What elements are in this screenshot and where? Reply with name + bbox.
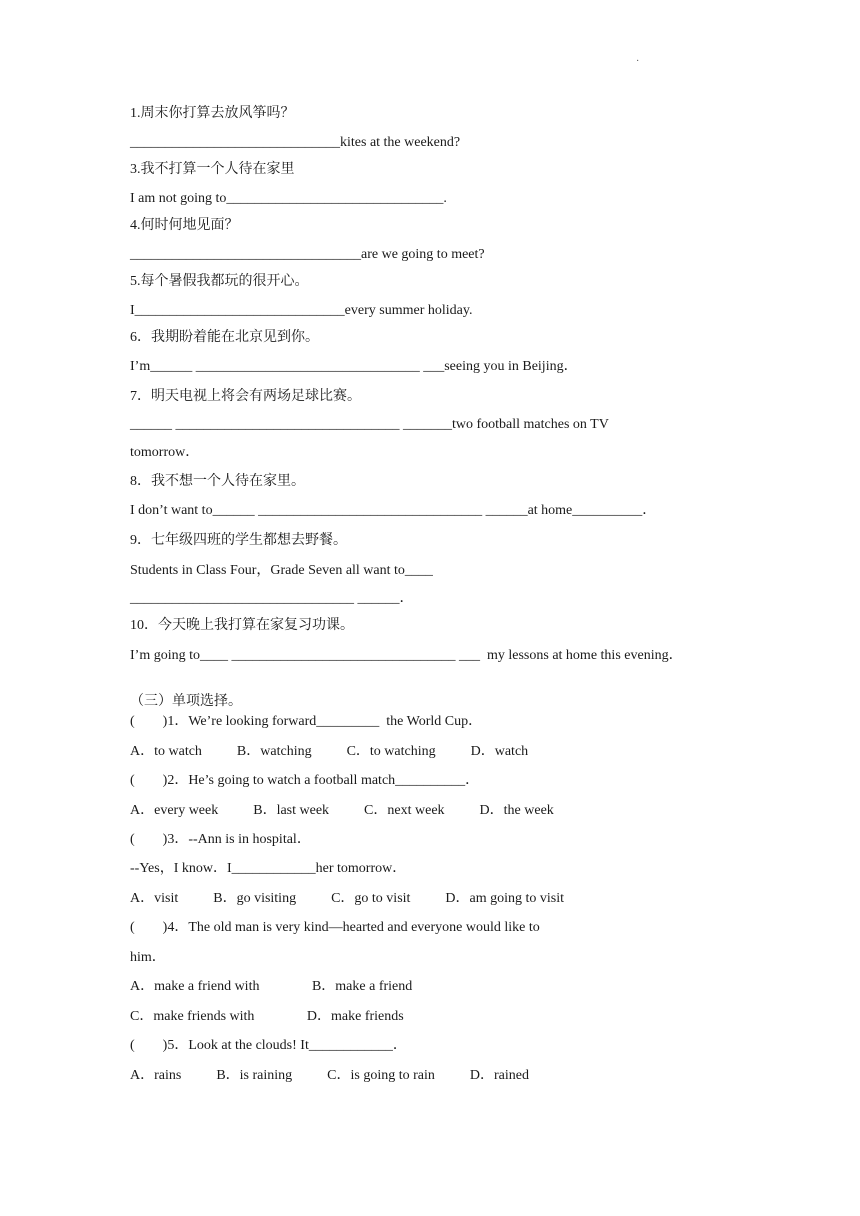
- mc-question-2: ( )2．He’s going to watch a football match__________．: [130, 773, 480, 788]
- mc-question-4: ( )4．The old man is very kind—hearted and everyone would like to: [130, 920, 540, 935]
- question-3-english: I am not going to_______________________________.: [130, 191, 447, 206]
- question-7-english: ______ ________________________________ _______two football matches on TV: [130, 417, 609, 432]
- question-8-chinese: 8．我不想一个人待在家里。: [130, 474, 305, 489]
- mc-options-1: A．to watch B．watching C．to watching D．watch: [130, 744, 529, 759]
- corner-mark: ·: [636, 56, 640, 67]
- mc-options-3: A．visit B．go visiting C．go to visit D．am going to visit: [130, 891, 565, 906]
- question-9-english-cont: ________________________________ ______．: [130, 591, 414, 606]
- question-7-chinese: 7．明天电视上将会有两场足球比赛。: [130, 389, 361, 404]
- mc-question-1: ( )1．We’re looking forward_________ the World Cup．: [130, 714, 483, 729]
- mc-question-3: ( )3．--Ann is in hospital．: [130, 832, 311, 847]
- question-8-english: I don’t want to______ ________________________________ ______at home__________．: [130, 503, 657, 518]
- question-1-english: ______________________________kites at the weekend?: [130, 135, 461, 150]
- question-7-english-cont: tomorrow．: [130, 445, 200, 460]
- mc-question-3-reply: --Yes，I know．I____________her tomorrow．: [130, 861, 407, 876]
- mc-options-2: A．every week B．last week C．next week D．the week: [130, 803, 554, 818]
- question-9-english: Students in Class Four，Grade Seven all want to____: [130, 563, 433, 578]
- question-1-chinese: 1.周末你打算去放风筝吗？: [130, 106, 295, 121]
- mc-options-5: A．rains B．is raining C．is going to rain D．rained: [130, 1068, 529, 1083]
- mc-options-4-cd: C．make friends with D．make friends: [130, 1009, 404, 1024]
- question-4-english: _________________________________are we going to meet?: [130, 247, 485, 262]
- mc-options-4-ab: A．make a friend with B．make a friend: [130, 979, 413, 994]
- question-6-english: I’m______ ________________________________ ___seeing you in Beijing．: [130, 359, 578, 374]
- mc-question-5: ( )5．Look at the clouds! It____________．: [130, 1038, 407, 1053]
- section-heading: （三）单项选择。: [130, 694, 242, 709]
- question-10-chinese: 10．今天晚上我打算在家复习功课。: [130, 618, 354, 633]
- question-10-english: I’m going to____ ________________________________ ___ my lessons at home this evening．: [130, 648, 683, 663]
- question-3-chinese: 3.我不打算一个人待在家里: [130, 162, 295, 177]
- question-5-chinese: 5.每个暑假我都玩的很开心。: [130, 274, 309, 289]
- question-4-chinese: 4.何时何地见面？: [130, 218, 239, 233]
- question-9-chinese: 9．七年级四班的学生都想去野餐。: [130, 533, 347, 548]
- mc-question-4-cont: him．: [130, 950, 166, 965]
- question-5-english: I______________________________every summer holiday.: [130, 303, 473, 318]
- question-6-chinese: 6．我期盼着能在北京见到你。: [130, 330, 319, 345]
